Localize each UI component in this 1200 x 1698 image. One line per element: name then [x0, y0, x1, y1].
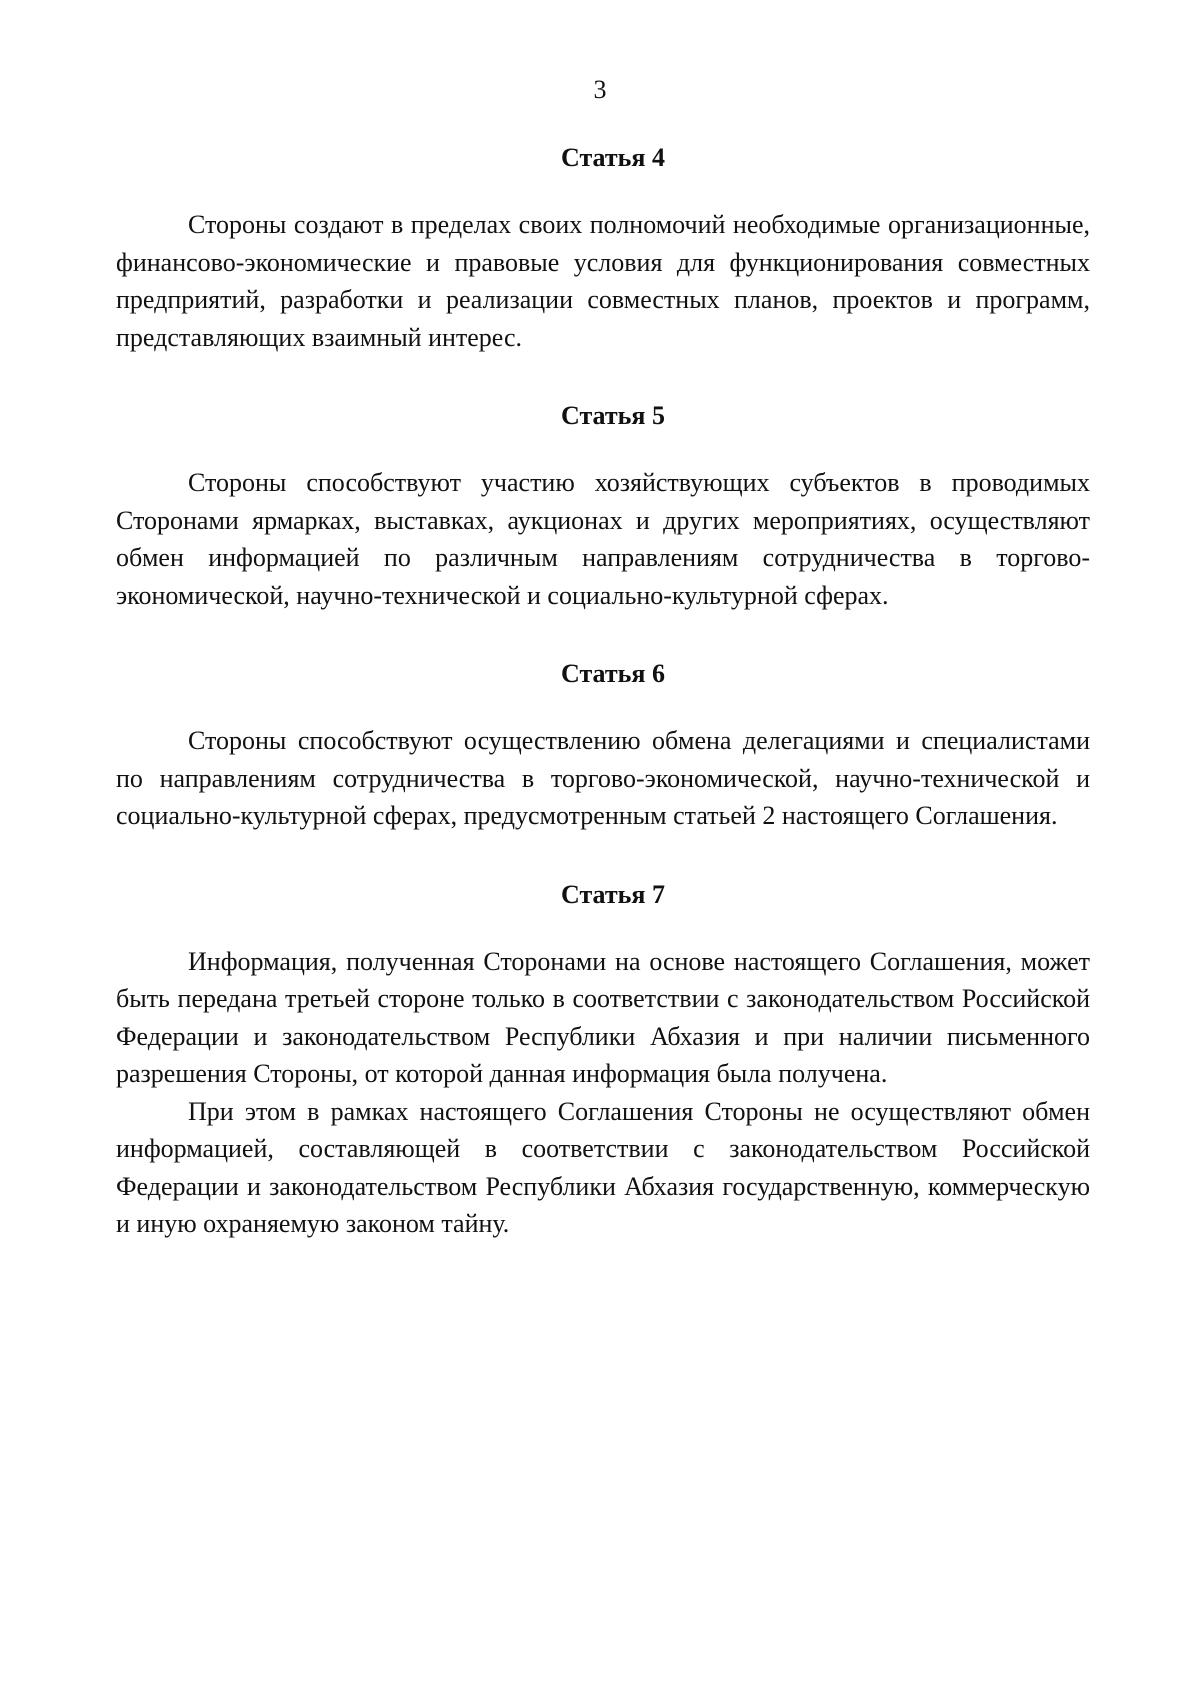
- document-body: [116, 140, 1090, 1243]
- article-paragraph: При этом в рамках настоящего Соглашения Стороны не осуществляют обмен информацией, составляющей в соответствии с законодательством Российской Федерации и законодательством Республики Абхазия государственную, коммерческую и иную охраняемую законом тайну.: [116, 1096, 1090, 1238]
- article-spacer: [116, 614, 1090, 656]
- article-paragraph: Стороны способствуют осуществлению обмена делегациями и специалистами по направлениям сотрудничества в торгово-экономической, научно-технической и социально-культурной сферах, предусмотренным статьей 2 настоящего Соглашения.: [116, 726, 1090, 830]
- article-paragraph: Информация, полученная Сторонами на основе настоящего Соглашения, может быть передана третьей стороне только в соответствии с законодательством Российской Федерации и законодательством Республики Абхазия и при наличии письменного разрешения Стороны, от которой данная информация была получена.: [116, 946, 1090, 1088]
- article-title: Статья 5: [561, 401, 665, 430]
- article-title: Статья 7: [561, 879, 665, 909]
- article-paragraph: Стороны создают в пределах своих полномочий необходимые организационные, финансово-экономические и правовые условия для функционирования совместных предприятий, разработки и реализации совместных планов, проектов и программ, представляющих взаимный интерес.: [116, 210, 1090, 352]
- page-number: 3: [593, 75, 607, 104]
- article-title: Статья 6: [561, 659, 665, 688]
- article-spacer: [116, 835, 1090, 877]
- article-spacer: [116, 356, 1090, 398]
- article-paragraph: Стороны способствуют участию хозяйствующих субъектов в проводимых Сторонами ярмарках, выставках, аукционах и других мероприятиях, осуществляют обмен информацией по различным направлениям сотрудничества в торгово-экономической, научно-технической и социально-культурной сферах.: [116, 468, 1090, 610]
- article-4: [116, 140, 1090, 356]
- article-title: Статья 4: [561, 143, 665, 172]
- article-7: [116, 877, 1090, 1243]
- article-6: [116, 656, 1090, 835]
- article-5: [116, 398, 1090, 614]
